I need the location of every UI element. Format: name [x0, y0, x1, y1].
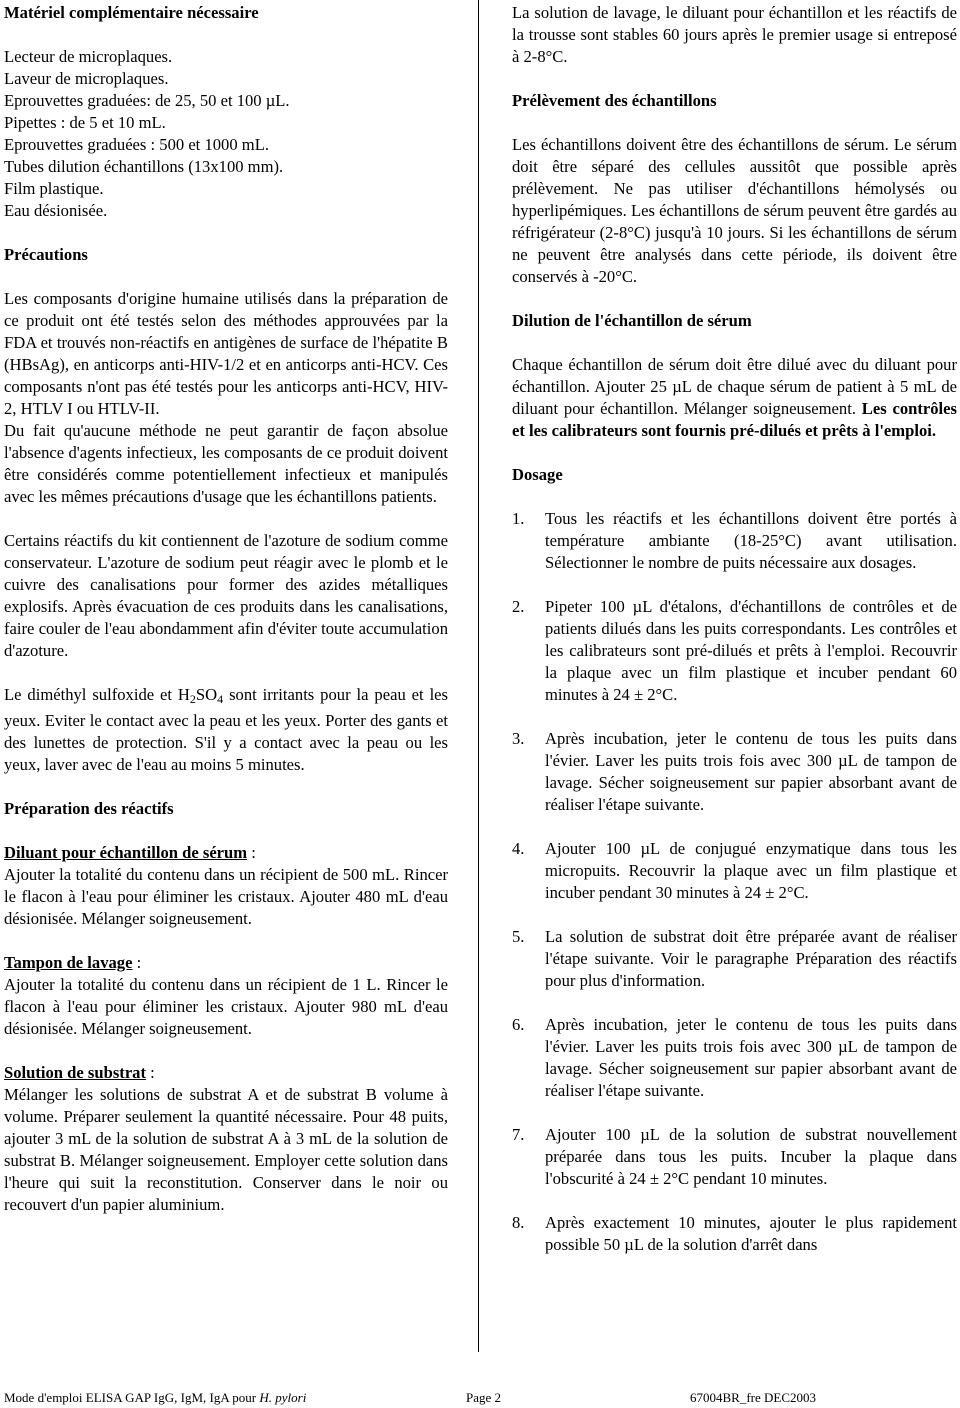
dilution-text: Chaque échantillon de sérum doit être dilué avec du diluant pour échantillon. Ajouter 25 µL de chaque sérum de patient à 5 mL de diluant pour échantillon. Mélanger soigneusement. Les contrôles et les calibrateurs sont fournis pré-dilués et prêts à l'emploi. — [512, 355, 957, 440]
precautions-paragraph-2: Du fait qu'aucune méthode ne peut garantir de façon absolue l'absence d'agents infectieux, les composants de ce produit doivent être considérés comme potentiellement infectieux et manipulés avec les mêmes précautions d'usage que les échantillons patients. — [4, 421, 448, 506]
footer-page-number: Page 2 — [466, 1390, 502, 1405]
preparation-heading: Préparation des réactifs — [4, 799, 174, 818]
list-item: Tubes dilution échantillons (13x100 mm). — [4, 157, 284, 176]
dosage-heading: Dosage — [512, 465, 563, 484]
list-item: 3. Après incubation, jeter le contenu de tous les puits dans l'évier. Laver les puits trois fois avec 300 µL de tampon de lavage. Sécher soigneusement sur papier absorbant avant de réaliser l'étape suivante. — [512, 729, 957, 814]
tampon-text: Ajouter la totalité du contenu dans un récipient de 1 L. Rincer le flacon à l'eau pour éliminer les cristaux. Ajouter 980 mL d'eau désionisée. Mélanger soigneusement. — [4, 975, 448, 1038]
list-item: Eau désionisée. — [4, 201, 108, 220]
diluant-text: Ajouter la totalité du contenu dans un récipient de 500 mL. Rincer le flacon à l'eau pour éliminer les cristaux. Ajouter 480 mL d'eau désionisée. Mélanger soigneusement. — [4, 865, 448, 928]
precautions-paragraph-4: Le diméthyl sulfoxide et $H_2SO_4$ sont irritants pour la peau et les yeux. Eviter le contact avec la peau et les yeux. Porter des gants et des lunettes de protection. S'il y a contact avec la peau ou les yeux, laver avec de l'eau au moins 5 minutes. — [4, 685, 449, 774]
footer-reference: 67004BR_fre DEC2003 — [690, 1390, 817, 1405]
list-item: 7. Ajouter 100 µL de la solution de substrat nouvellement préparée dans tous les puits. Incuber la plaque dans l'obscurité à 24 ± 2°C pendant 10 minutes. — [512, 1125, 957, 1188]
materiel-list — [4, 46, 448, 222]
stability-paragraph: La solution de lavage, le diluant pour échantillon et les réactifs de la trousse sont stables 60 jours après le premier usage si entreposé à 2-8°C. — [512, 3, 957, 66]
list-item: 4. Ajouter 100 µL de conjugué enzymatique dans tous les micropuits. Recouvrir la plaque avec un film plastique et incuber pendant 30 minutes à 24 ± 2°C. — [512, 839, 957, 902]
precautions-paragraph-3: Certains réactifs du kit contiennent de l'azoture de sodium comme conservateur. L'azoture de sodium peut réagir avec le plomb et le cuivre des canalisations pour former des azides métalliques explosifs. Après évacuation de ces produits dans les canalisations, faire couler de l'eau abondamment afin d'éviter toute accumulation d'azoture. — [4, 531, 448, 660]
footer-document-title: Mode d'emploi ELISA GAP IgG, IgM, IgA pour H. pylori — [4, 1390, 307, 1405]
list-item: 8. Après exactement 10 minutes, ajouter le plus rapidement possible 50 µL de la solution d'arrêt dans — [512, 1213, 957, 1254]
prelevement-text: Les échantillons doivent être des échantillons de sérum. Le sérum doit être séparé des cellules aussitôt que possible après prélèvement. Ne pas utiliser d'échantillons hémolysés ou hyperlipémiques. Les échantillons de sérum peuvent être gardés au réfrigérateur (2-8°C) jusqu'à 10 jours. Si les échantillons de sérum ne peuvent être analysés dans cette période, ils doivent être conservés à -20°C. — [512, 135, 957, 286]
precautions-paragraph-1: Les composants d'origine humaine utilisés dans la préparation de ce produit ont été testés selon des méthodes approuvées par la FDA et trouvés non-réactifs en antigènes de surface de l'hépatite B (HBsAg), en anticorps anti-HIV-1/2 et en anticorps anti-HCV. Ces composants n'ont pas été testés pour les anticorps anti-HCV, HIV-2, HTLV I ou HTLV-II. — [4, 289, 448, 418]
list-item: Eprouvettes graduées : 500 et 1000 mL. — [4, 135, 269, 154]
list-item: Pipettes : de 5 et 10 mL. — [4, 113, 166, 132]
list-item: 5. La solution de substrat doit être préparée avant de réaliser l'étape suivante. Voir le paragraphe Préparation des réactifs pour plus d'information. — [512, 927, 957, 990]
dilution-heading: Dilution de l'échantillon de sérum — [512, 311, 752, 330]
substrat-label: Solution de substrat : — [4, 1063, 155, 1082]
column-divider — [478, 0, 479, 1352]
precautions-heading: Précautions — [4, 245, 88, 264]
list-item: Laveur de microplaques. — [4, 69, 169, 88]
list-item: 1. Tous les réactifs et les échantillons doivent être portés à température ambiante (18-25°C) avant utilisation. Sélectionner le nombre de puits nécessaire aux dosages. — [512, 509, 957, 572]
prelevement-heading: Prélèvement des échantillons — [512, 91, 717, 110]
list-item: Lecteur de microplaques. — [4, 47, 173, 66]
materiel-heading: Matériel complémentaire nécessaire — [4, 3, 259, 22]
right-column — [512, 2, 957, 1278]
list-item: 6. Après incubation, jeter le contenu de tous les puits dans l'évier. Laver les puits trois fois avec 300 µL de tampon de lavage. Sécher soigneusement sur papier absorbant avant de réaliser l'étape suivante. — [512, 1015, 957, 1100]
dosage-steps — [512, 508, 957, 1256]
list-item: Film plastique. — [4, 179, 104, 198]
list-item: Eprouvettes graduées: de 25, 50 et 100 µL. — [4, 91, 290, 110]
list-item: 2. Pipeter 100 µL d'étalons, d'échantillons de contrôles et de patients dilués dans les puits correspondants. Les contrôles et les calibrateurs sont pré-dilués et prêts à l'emploi. Recouvrir la plaque avec un film plastique et incuber pendant 60 minutes à 24 ± 2°C. — [512, 597, 957, 704]
tampon-label: Tampon de lavage : — [4, 953, 142, 972]
diluant-label: Diluant pour échantillon de sérum : — [4, 843, 256, 862]
substrat-text: Mélanger les solutions de substrat A et de substrat B volume à volume. Préparer seulement la quantité nécessaire. Pour 48 puits, ajouter 3 mL de la solution de substrat A à 3 mL de la solution de substrat B. Mélanger soigneusement. Employer cette solution dans l'heure qui suit la reconstitution. Conserver dans le noir ou recouvert d'un papier aluminium. — [4, 1085, 448, 1214]
left-column — [4, 2, 448, 1216]
